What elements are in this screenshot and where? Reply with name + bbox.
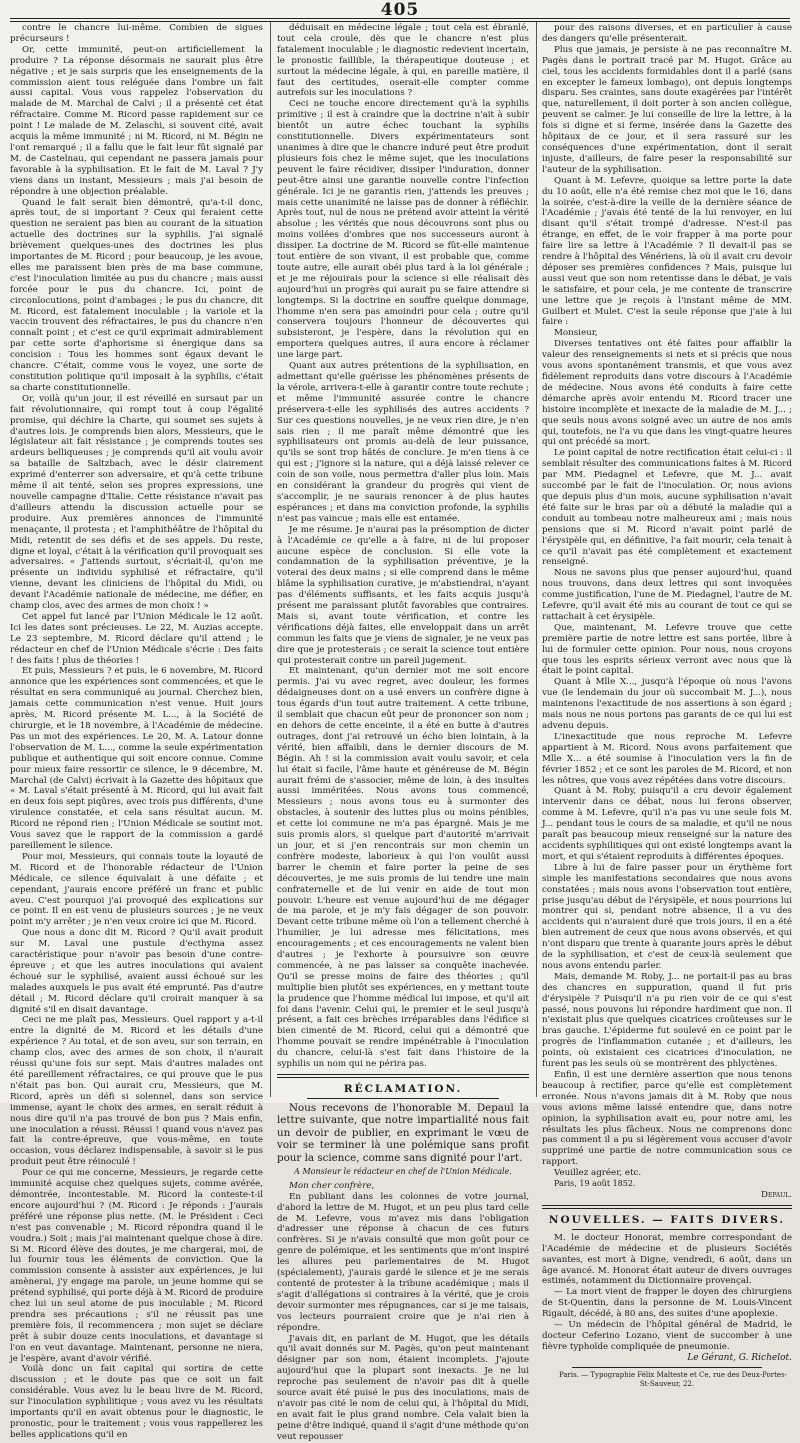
paragraph: Quand le fait serait bien démontré, qu'a-t-il donc, après tout, de si important ? Ceux qui feraient cette question ne seraient pas bien au courant de la situation actuelle des doctrines sur la syphilis. J'ai signalé brièvement quelques-unes des doctrines les plus importantes de M. Ricord ; pour beaucoup, je les avoue, elles me paraissent bien près de ma base commune, c'est l'inoculation limitée au pus du chancre ; mais aussi forcée pour le pus du chancre. Ici, point de circonlocutions, point d'ambages ; le pus du chancre, dit M. Ricord, est fatalement inoculable ; la variole et la vaccin trouvent des réfractaires, le pus du chancre n'en connaît point ; et c'est ce qu'il exprimait admirablement par cette sorte d'aphorisme si énergique dans sa concision : Tous les hommes sont égaux devant le chancre. C'était, comme vous le voyez, une sorte de constitution politique qu'il imposait à la syphilis, c'était sa charte constitutionnelle. (10, 197, 263, 393)
paragraph: Monsieur, (554, 328, 598, 339)
paragraph: Enfin, il est une dernière assertion que nous tenons beaucoup à rectifier, parce qu'elle est complètement erronée. Nous n'avons jamais dit à M. Roby que nous vous avions même laissé entendre que, dans notre opinion, la syphilisation avait eu, pour notre ami, les résultats les plus fâcheux. Nous ne comprenons donc pas comment il a pu si légèrement vous accuser d'avoir supprimé une partie de notre communication sous ce rapport. (542, 1070, 792, 1168)
news-item: — Un médecin de l'hôpital général de Madrid, le docteur Ceferino Lozano, vient de succomber à une fièvre typhoïde compliquée de pneumonie. (542, 1320, 792, 1352)
paragraph: Quant à Mlle X..., jusqu'à l'époque où nous l'avons vue (le lendemain du jour où succombait M. J...), nous maintenons l'exactitude de nos assertions à son égard ; mais nous ne nous portons pas garants de ce qui lui est advenu depuis. (542, 677, 792, 731)
section-rule (307, 1098, 499, 1099)
section-title-reclamation: RÉCLAMATION. (343, 1083, 463, 1095)
gerant-line: Le Gérant, G. Richelot. (687, 1352, 792, 1363)
paragraph: Je me résume. Je n'aurai pas la présomption de dicter à l'Académie ce qu'elle a à faire, ni de lui proposer aucune espèce de conclusion. Si elle vote la condamnation de la syphilisation préventive, je la voterai des deux mains ; si elle comprend dans le même blâme la syphilisation curative, je m'abstiendrai, n'ayant pas d'éléments suffisants, et les faits acquis jusqu'à présent me paraissant plutôt favorables que contraires. Mais si, avant toute vérification, et contre les vérifications déjà faites, elle enveloppait dans un arrêt commun les faits que je viens de signaler, je ne veux pas dire que je protesterais ; ce serait la science tout entière qui protesterait contre un pareil jugement. (277, 524, 529, 666)
news-item: — La mort vient de frapper le doyen des chirurgiens de St-Quentin, dans la personne de M. Louis-Vincent Rigault, décédé, à 80 ans, des suites d'une apoplexie. (542, 1287, 792, 1320)
paragraph: Ceci ne touche encore directement qu'à la syphilis primitive ; il est à craindre que la doctrine n'ait à subir bientôt un autre échec touchant la syphilis constitutionnelle. Divers expérimentateurs sont unanimes à dire que le chancre induré peut être produit plusieurs fois chez le même sujet, que les inoculations peuvent le faire récidiver, dissiper l'induration, donner peut-être ainsi une garantie nouvelle contre l'infection générale. Ici je ne garantis rien, j'attends les preuves ; mais cette unanimité ne laisse pas de donner à réfléchir. Après tout, nul de nous ne prétend avoir atteint la vérité absolue ; les vérités que nous découvrons sont plus ou moins voilées d'ombres que nos successeurs auront à dissiper. La doctrine de M. Ricord se fût-elle maintenue tout entière de son vivant, il est probable que, comme toute autre, elle aurait obéi plus tard à la loi générale ; et je me réjouirais pour la science si elle réalisait dès aujourd'hui un progrès qui aurait pu se faire attendre si longtemps. Si la doctrine en souffre quelque dommage, l'homme n'en sera pas amoindri pour cela ; outre qu'il conservera toujours l'honneur de découvertes qui subsisteront, je l'espère, dans la révolution qui en emportera quelques autres, il aura encore à réclamer une large part. (277, 99, 529, 361)
letter-date: Paris, 19 août 1852. (554, 1179, 636, 1189)
page-number: 405 (380, 0, 420, 20)
paragraph: Ceci ne me plaît pas, Messieurs. Quel rapport y a-t-il entre la dignité de M. Ricord et les détails d'une expérience ? Au total, et de son aveu, sur son terrain, en champ clos, avec des armes de son choix, il n'aurait réussi qu'une fois sur sept. Mais d'autres malades ont été pareillement réfractaires, ce qui prouve que le pus n'était pas bon. Qui aurait cru, Messieurs, que M. Ricord, après un défi si solennel, dans son service immense, ayant le choix des armes, en serait réduit à nous dire qu'il n'a pas trouvé de bon pus ? Mais enfin, une inoculation a réussi. Réussi ! quand vous n'avez pas fait la contre-épreuve, que vous-même, en toute occasion, vous déclarez indispensable, à savoir si le pus produit peut être réinoculé ! (10, 1015, 263, 1168)
paragraph: Et maintenant, qu'un dernier mot me soit encore permis. J'ai vu avec regret, avec douleur, les formes dédaigneuses dont on a usé envers un confrère digne à tous égards d'un tout autre traitement. A cette tribune, il semblait que chacun eût peur de prononcer son nom ; en dehors de cette enceinte, il a été en butte à d'autres outrages, dont j'ai retrouvé un écho bien lointain, à la vérité, bien affaibli, dans le dernier discours de M. Bégin. Ah ! si la commission avait voulu savoir, et cela lui était si facile, l'âme haute et généreuse de M. Bégin aurait frémi de s'associer, même de loin, à des insultes aussi imméritées. Nous avons tous commencé, Messieurs ; nous avons tous eu à surmonter des obstacles, à soutenir des luttes plus ou moins pénibles, et cette loi commune ne m'a pas épargné. Mais je me suis promis alors, si quelque part d'autorité m'arrivait un jour, et si j'en rencontrais sur mon chemin un confrère modeste, laborieux à qui l'on voulût aussi barrer le chemin et faire porter la peine de ses découvertes, je me suis promis de lui tendre une main confraternelle et de lui venir en aide de tout mon pouvoir. L'heure est venue aujourd'hui de me dégager de ma parole, et je m'y fais dégager de son pouvoir. Devant cette tribune même où l'on a tellement cherché à l'humilier, je lui adresse mes félicitations, mes encouragements ; et ces encouragements ne valent bien d'autres ; je l'exhorte à poursuivre son œuvre commencée, à ne pas laisser sa conquête inachevée. Qu'il se presse moins de faire des théories ; qu'il multiplie bien plutôt ses expériences, en y mettant toute la prudence que l'homme médical lui impose, et qu'il ait foi dans l'avenir. Celui qui, le premier et le seul jusqu'à présent, a fait ces brèches irréparables dans l'édifice si bien cimenté de M. Ricord, celui qui a démontré que l'homme pouvait se rendre impénétrable à l'inoculation du chancre, celui-là s'est fait dans l'histoire de la syphilis un nom qui ne périra pas. (277, 666, 529, 1070)
paragraph: Libre à lui de faire passer pour un érythème fort simple les manifestations secondaires que nous avons constatées ; mais nous avons l'observation tout entière, prise jusqu'au début de l'érysipèle, et nous pourrions lui montrer qui si, pendant notre absence, il a vu des accidents qui n'auraient duré que trois jours, il en a été bien autrement de ceux que nous avons observés, et qui n'ont disparu que trente à quarante jours après le début de la syphilisation, et c'est de ceux-là seulement que nous avons entendu parler. (542, 862, 792, 971)
news-item: M. le docteur Honorat, membre correspondant de l'Académie de médecine et de plusieurs Sociétés savantes, est mort à Digne, vendredi, 6 août, dans un âge avancé. M. Honorat était auteur de divers ouvrages estimés, notamment du Dictionnaire provençal. (542, 1232, 792, 1287)
column-2 (277, 23, 529, 1442)
paragraph: Pour moi, Messieurs, qui connais toute la loyauté de M. Ricord et de l'honorable rédacteur de l'Union Médicale, ce silence équivalait à une défaite ; et cependant, j'aurais encore préféré un franc et public aveu. C'est pourquoi j'ai provoqué des explications sur ce point. Il en est venu de plusieurs sources ; je ne veux point m'y arrêter ; je n'en veux croire ici que M. Ricord. (10, 851, 263, 928)
paragraph: Quant aux autres prétentions de la syphilisation, en admettant qu'elle guérisse les phénomènes présents de la vérole, arrivera-t-elle à garantir contre toute rechute ; et même l'immunité assurée contre le chancre préservera-t-elle les syphilisés des autres accidents ? Sur ces questions nouvelles, je ne veux rien dire, je n'en sais rien ; il me paraît même démontré que les syphilisateurs ont promis au-delà de leur puissance, qu'ils se sont trop hâtés de conclure. Je m'en tiens à ce qui est ; j'ignore si la nature, qui a déjà laissé relever ce coin de son voile, nous permettra d'aller plus loin. Mais en considérant la grandeur du progrès qui vient de s'accomplir, je ne saurais renoncer à de plus hautes espérances ; et dans ma conviction profonde, la syphilis n'est pas vaincue ; mais elle est entamée. (277, 361, 529, 524)
paragraph: Diverses tentatives ont été faites pour affaiblir la valeur des renseignements si nets et si précis que nous vous avons spontanément transmis, et que vous avez fidèlement reproduits dans votre discours à l'Académie de médecine. Nous avons été conduits à faire cette démarche après avoir entendu M. Ricord tracer une histoire incomplète et inexacte de la maladie de M. J... ; que seuls nous avons soigné avec un autre de nos amis qui, toutefois, ne l'a vu que dans les vingt-quatre heures qui ont précédé sa mort. (542, 339, 792, 448)
letter-salutation: Mon cher confrère, (289, 1180, 375, 1191)
paragraph: L'inexactitude que nous reproche M. Lefevre appartient à M. Ricord. Nous avons parfaitement que Mlle X... a été soumise à l'inoculation vers la fin de février 1852 ; et ce sont les paroles de M. Ricord, et non les nôtres, que vous avez répétées dans votre discours. (542, 731, 792, 786)
paragraph: Quant à M. Roby, puisqu'il a cru devoir également intervenir dans ce débat, nous lui ferons observer, comme à M. Lefevre, qu'il n'a pas vu une seule fois M. J... pendant tous le cours de sa maladie, et qu'il ne nous paraît pas beaucoup mieux renseigné sur la nature des accidents syphilitiques qui ont existé longtemps avant la mort, et qui s'étaient reproduits à différentes époques. (542, 786, 792, 862)
printer-imprint: Paris. — Typographie Félix Malteste et Ce, rue des Deux-Portes-St-Sauveur, 22. (558, 1370, 788, 1388)
letter-address: A Monsieur le rédacteur en chef de l'Union Médicale. (294, 1166, 512, 1176)
paragraph: Que nous a donc dit M. Ricord ? Qu'il avait produit sur M. Laval une pustule d'ecthyma assez caractéristique pour n'avoir pas besoin d'une contre-épreuve ; et que les autres inoculations qui avaient échoué sur le syphilisé, avaient aussi échoué sur les malades auxquels le pus avait été emprunté. Pas d'autre détail ; M. Ricord déclare qu'il croirait manquer à sa dignité s'il en disait davantage. (10, 928, 263, 1015)
paragraph: déduisait en médecine légale ; tout cela est ébranlé, tout cela croule, dès que le chancre n'est plus fatalement inoculable ; le diagnostic redevient incertain, le pronostic faillible, la thérapeutique douteuse ; et surtout la médecine légale, à qui, en pareille matière, il faut des certitudes, oserait-elle compter comme autrefois sur les inoculations ? (277, 23, 529, 99)
paragraph: Voilà donc un fait capital qui sortira de cette discussion ; et le doute pas que ce soit un fait considérable. Vous avez lu le beau livre de M. Ricord, sur l'inoculation syphilitique ; vous avez vu les résultats importants qu'il en avait obtenus pour le diagnostic, le pronostic, pour le traitement ; vous vous rappellerez les belles applications qu'il en (10, 1364, 263, 1440)
footer-rule (572, 1367, 762, 1368)
paragraph: Plus que jamais, je persiste à ne pas reconnaître M. Pagès dans le portrait tracé par M. Hugot. Grâce au ciel, tous les accidents formidables dont il a parlé (sans en excepter le fameux lombago), ont depuis longtemps disparu. Ses craintes, sans doute exagérées par l'intérêt que, naturellement, il doit porter à son ancien collègue, peuvent se calmer. Je lui conseille de lire la lettre, à la fois si digne et si ferme, insérée dans la Gazette des hôpitaux de ce jour, et il sera rassuré sur les conséquences d'une expérimentation, dont il serait injuste, d'ailleurs, de faire peser la responsabilité sur l'auteur de la syphilisation. (542, 44, 792, 175)
paragraph: Or, cette immunité, peut-on artificiellement la produire ? La réponse désormais ne saurait plus être négative ; et je sais surpris que les enseignements de la commission aient tous reléguée dans l'ombre un fait aussi capital. Vous vous rappelez l'observation du malade de M. Marchal de Calvi ; il a présenté cet état réfractaire. Comme M. Ricord passe rapidement sur ce point ! Le malade de M. Zelaschi, si souvent cité, avait acquis la même immunité ; ni M. Ricord, ni M. Bégin ne l'ont remarqué ; il a fallu que le fait leur fût signalé par M. de Castelnau, qui cependant ne passera jamais pour favorable à la syphilisation. Et le fait de M. Laval ? J'y viens dans un instant, Messieurs ; mais j'ai besoin de répondre à une objection préalable. (10, 44, 263, 197)
header-rule (10, 18, 790, 22)
paragraph: Le point capital de notre rectification était celui-ci : il semblait résulter des communications faites à M. Ricord par MM. Piedagnel et Lefevre, que M. J... avait succombé par le fait de l'inoculation. Or, nous avions que depuis plus d'un mois, aucune syphilisation n'avait été faite sur le bras par où a débuté la maladie qui a conduit au tombeau notre malheureux ami ; mais nous pensions que si M. Ricord n'avait point parlé de l'érysipèle qui, en définitive, l'a fait mourir, cela tenait à ce qu'il n'avait pas été complètement et exactement renseigné. (542, 448, 792, 568)
paragraph: pour des raisons diverses, et en particulier à cause des dangers qu'elle présenterait. (542, 23, 792, 44)
section-rule (572, 1229, 762, 1230)
column-separator (536, 22, 537, 1097)
paragraph: J'avais dit, en parlant de M. Hugot, que les détails qu'il avait donnés sur M. Pagès, qu'on peut maintenant désigner par son nom, étaient incomplets. J'ajoute aujourd'hui que la plupart sont inexacts. Je ne lui reproche pas seulement de n'avoir pas dit à quelle source avait été puisé le pus des inoculations, mais de n'avoir pas cité le nom de celui qui, à l'hôpital du Midi, en avait fait le plus grand nombre. Cela valait bien la peine d'être indiqué, quand il s'agit d'une méthode qu'on veut repousser (277, 1333, 529, 1442)
paragraph: Pour ce qui me concerne, Messieurs, je regarde cette immunité acquise chez quelques sujets, comme avérée, démontrée, incontestable. M. Ricord la conteste-t-il encore aujourd'hui ? (M. Ricord : Je réponds : J'aurais préféré une réponse plus nette. (M. le Président : Ceci n'est pas convenable ; M. Ricord répondra quand il le voudra.) Soit ; mais j'ai maintenant quelque chose à dire. Si M. Ricord élève des doutes, je me chargerai, moi, de lui fournir tous les éléments de conviction. Que la commission consente à assister aux expériences, je lui amènerai, j'y engage ma parole, un jeune homme qui se prétend syphilisé, qui porte déjà à M. Ricord de produire chez lui un seul atome de pus inoculable ; M. Ricord prendra ses précautions ; s'il ne réussit pas une première fois, il recommencera ; mon sujet se déclare prêt à subir douze cents inoculations, et davantage si l'on en veut davantage. Maintenant, personne ne niera, je l'espère, avant d'avoir vérifié. (10, 1168, 263, 1364)
reclamation-intro: Nous recevons de l'honorable M. Depaul la lettre suivante, que notre impartialité nous fait un devoir de publier, en exprimant le vœu de voir se terminer là une polémique sans profit pour la science, comme sans dignité pour l'art. (277, 1101, 529, 1164)
paragraph: Quant à M. Lefevre, quoique sa lettre porte la date du 10 août, elle n'a été remise chez moi que le 16, dans la soirée, c'est-à-dire la veille de la dernière séance de l'Académie ; j'avais été tenté de la lui renvoyer, en lui disant qu'il s'était trompé d'adresse. N'est-il pas étrange, en effet, de le voir frapper à ma porte pour faire lire sa lettre à l'Académie ? Il devait-il pas se rendre à l'hôpital des Vénériens, là où il avait cru devoir déposer ses premières confidences ? Mais, puisque lui aussi veut que son nom retentisse dans le débat, je vais le satisfaire, et pour cela, je me contente de transcrire une lettre que je reçois à l'instant même de MM. Guilbert et Mulet. C'est la seule réponse que j'aie à lui faire : (542, 175, 792, 328)
paragraph: contre le chancre lui-même. Combien de sigues précurseurs ! (10, 23, 263, 44)
paragraph: Que, maintenant, M. Lefevre trouve que cette première partie de notre lettre est sans portée, libre à lui de formuler cette opinion. Pour nous, nous croyons que tous les esprits sérieux verront avec nous que là était le point capital. (542, 622, 792, 677)
paragraph: Et puis, Messieurs ? et puis, le 6 novembre, M. Ricord annonce que les expériences sont commencées, et que le résultat en sera communiqué au journal. Cherchez bien, jamais cette communication n'est venue. Huit jours après, M. Ricord présente M. L..., à la Société de chirurgie, et le 18 novembre, à l'Académie de médecine. Pas un mot des expériences. Le 20, M. A. Latour donne l'observation de M. L..., comme la seule expérimentation publique et authentique qui soit encore connue. Comme pour mieux faire ressortir ce silence, le 9 décembre, M. Marchal (de Calvi) écrivait à la Gazette des hôpitaux que « M. Laval s'était présenté à M. Ricord, qui lui avait fait en deux fois sept piqûres, avec trois pus différents, d'une virulence constatée, et cela sans résultat aucun. M. Ricord ne répond rien ; l'Union Médicale se soutint mot. Vous savez que le rapport de la commission a gardé pareillement le silence. (10, 666, 263, 851)
paragraph: Nous ne savons plus que penser aujourd'hui, quand nous trouvons, dans deux lettres qui sont invoquées comme justification, l'une de M. Piedagnel, l'autre de M. Lefevre, qu'il avait été mis au courant de tout ce qui se rattachait à cet érysipèle. (542, 568, 792, 622)
paragraph: En publiant dans les colonnes de votre journal, d'abord la lettre de M. Hugot, et un peu plus tard celle de M. Lefevre, vous m'avez mis dans l'obligation d'adresser une réponse à chacun de ces futurs confrères. Si je n'avais consulté que mon goût pour ce genre de polémique, et les sentiments que m'ont inspiré les allures peu parlementaires de M. Hugot (spécialement), j'aurais gardé le silence et je me serais contenté de protester à la tribune académique ; mais il s'agit d'allégations si contraires à la vérité, que je crois devoir surmonter mes répugnances, car si je me taisais, vos lecteurs pourraient croire que je n'ai rien à répondre. (277, 1191, 529, 1333)
paragraph: Mais, demande M. Roby, J... ne portait-il pas au bras des chancres en suppuration, quand il fut pris d'érysipèle ? Puisqu'il n'a pu rien voir de ce qui s'est passé, nous pouvons lui répondre hardiment que non. Il n'existait plus que quelques cicatrices croûteuses sur le bras gauche. L'épiderme fut soulevé en ce point par le progrès de l'inflammation cutanée ; et d'ailleurs, les points, où existaient ces cicatrices d'inoculation, ne furent pas les seuls où se montrèrent des phlyctènes. (542, 971, 792, 1070)
paragraph: Cet appel fut lancé par l'Union Médicale le 12 août. Ici les dates sont précieuses. Le 22, M. Auzias accepte. Le 23 septembre, M. Ricord déclare qu'il attend ; le rédacteur en chef de l'Union Médicale s'écrie : Des faits ! des faits ! plus de théories ! (10, 611, 263, 666)
column-separator (270, 22, 271, 1097)
section-rule (277, 1074, 529, 1078)
letter-closing: Veuillez agréer, etc. (554, 1168, 642, 1179)
column-1 (10, 23, 263, 1440)
section-title-news: NOUVELLES. — FAITS DIVERS. (548, 1213, 786, 1226)
column-3 (542, 23, 792, 1388)
paragraph: Or, voilà qu'un jour, il est réveillé en sursaut par un fait révolutionnaire, qui rompt tout à coup l'égalité promise, qui déchire la Charte, qui soumet ses sujets à d'autres lois. Je comprends bien alors, Messieurs, que le législateur ait fait résistance ; je comprends toutes ses ardeurs belliqueuses ; je comprends qu'il ait voulu avoir sa bataille de Saltzbach, avec le désir clairement exprimé d'enterrer son adversaire, et qu'à cette tribune même il ait tenté, selon ses propres expressions, une nouvelle campagne d'Italie. Cette résistance n'avait pas d'ailleurs attendu la discussion actuelle pour se produire. Aux premières annonces de l'immunité menaçante, il protesta ; et l'amphithéâtre de l'hôpital du Midi, retentit de ses défis et de ses appels. Du reste, digne et loyal, c'était à la vérification qu'il provoquait ses adversaires. « J'attends surtout, s'écriait-il, qu'on me présente un individu syphilisé et réfractaire, qu'il vienne, devant les cliniciens de l'hôpital du Midi, ou devant l'Académie nationale de médecine, me défier, en champ clos, avec des armes de mon choix ! » (10, 393, 263, 612)
section-rule (542, 1205, 792, 1209)
letter-signature: Depaul. (761, 1189, 792, 1200)
